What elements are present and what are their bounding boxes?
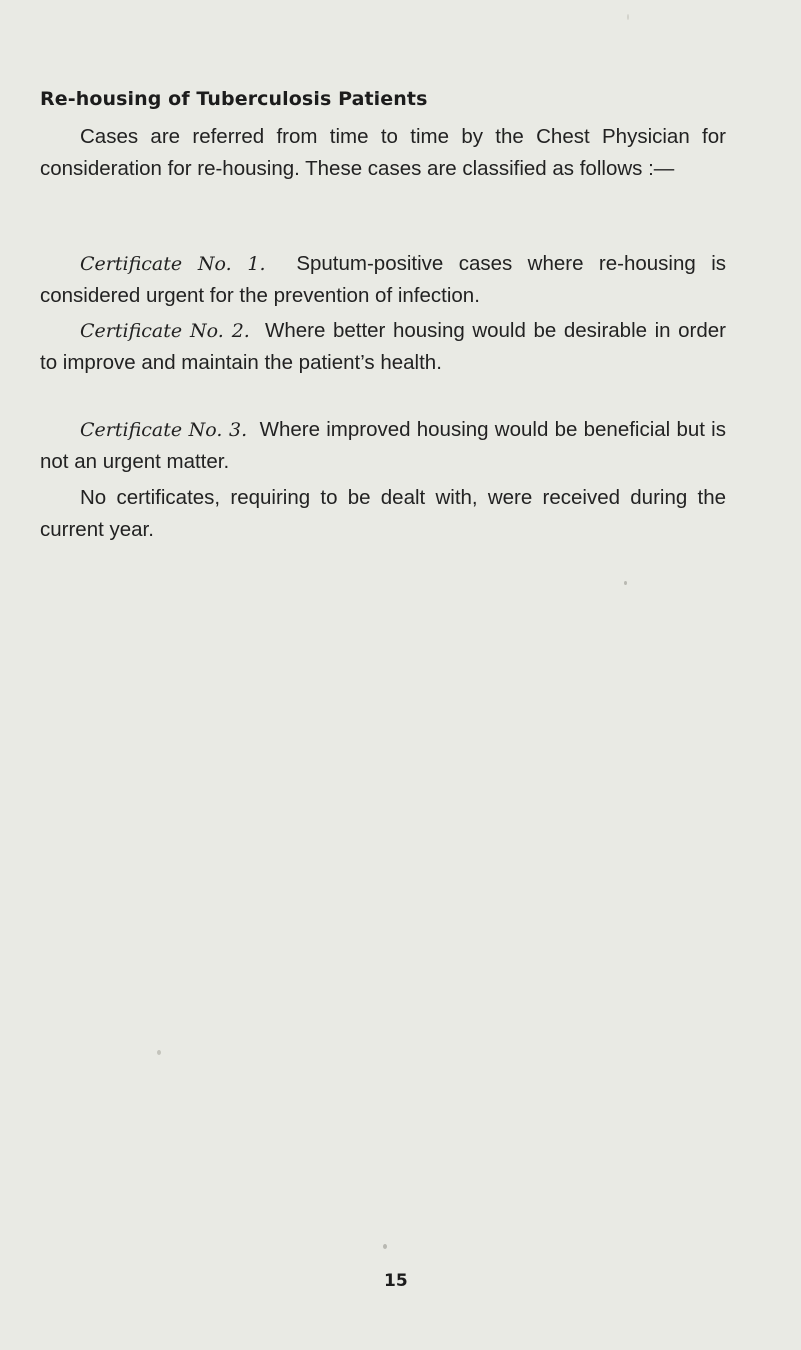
- certificate-2-label: Certificate No. 2.: [80, 320, 250, 342]
- page-number: 15: [384, 1271, 408, 1291]
- certificate-3-label: Certificate No. 3.: [80, 419, 248, 441]
- certificate-2-paragraph: [40, 315, 726, 379]
- certificate-1-text: Sputum-positive cases where re-housing is considered urgent for the prevention of infection.: [40, 252, 726, 307]
- page-heading: Re-housing of Tuberculosis Patients: [40, 88, 428, 110]
- certificate-2-text: Where better housing would be desirable in order to improve and maintain the patient’s health.: [40, 319, 726, 374]
- closing-paragraph: [40, 482, 726, 546]
- certificate-1-label: Certificate No. 1.: [80, 253, 266, 275]
- closing-text: No certificates, requiring to be dealt with, were received during the current year.: [40, 486, 726, 541]
- certificate-3-paragraph: [40, 414, 726, 478]
- paper-speck: [383, 1244, 387, 1249]
- paper-speck: [624, 581, 627, 585]
- intro-text: Cases are referred from time to time by the Chest Physician for consideration for re-housing. These cases are classified as follows :—: [40, 125, 726, 180]
- certificate-3-text: Where improved housing would be beneficial but is not an urgent matter.: [40, 418, 726, 473]
- intro-paragraph: [40, 121, 726, 185]
- paper-speck: [157, 1050, 161, 1055]
- paper-speck: [627, 14, 629, 20]
- certificate-1-paragraph: [40, 248, 726, 312]
